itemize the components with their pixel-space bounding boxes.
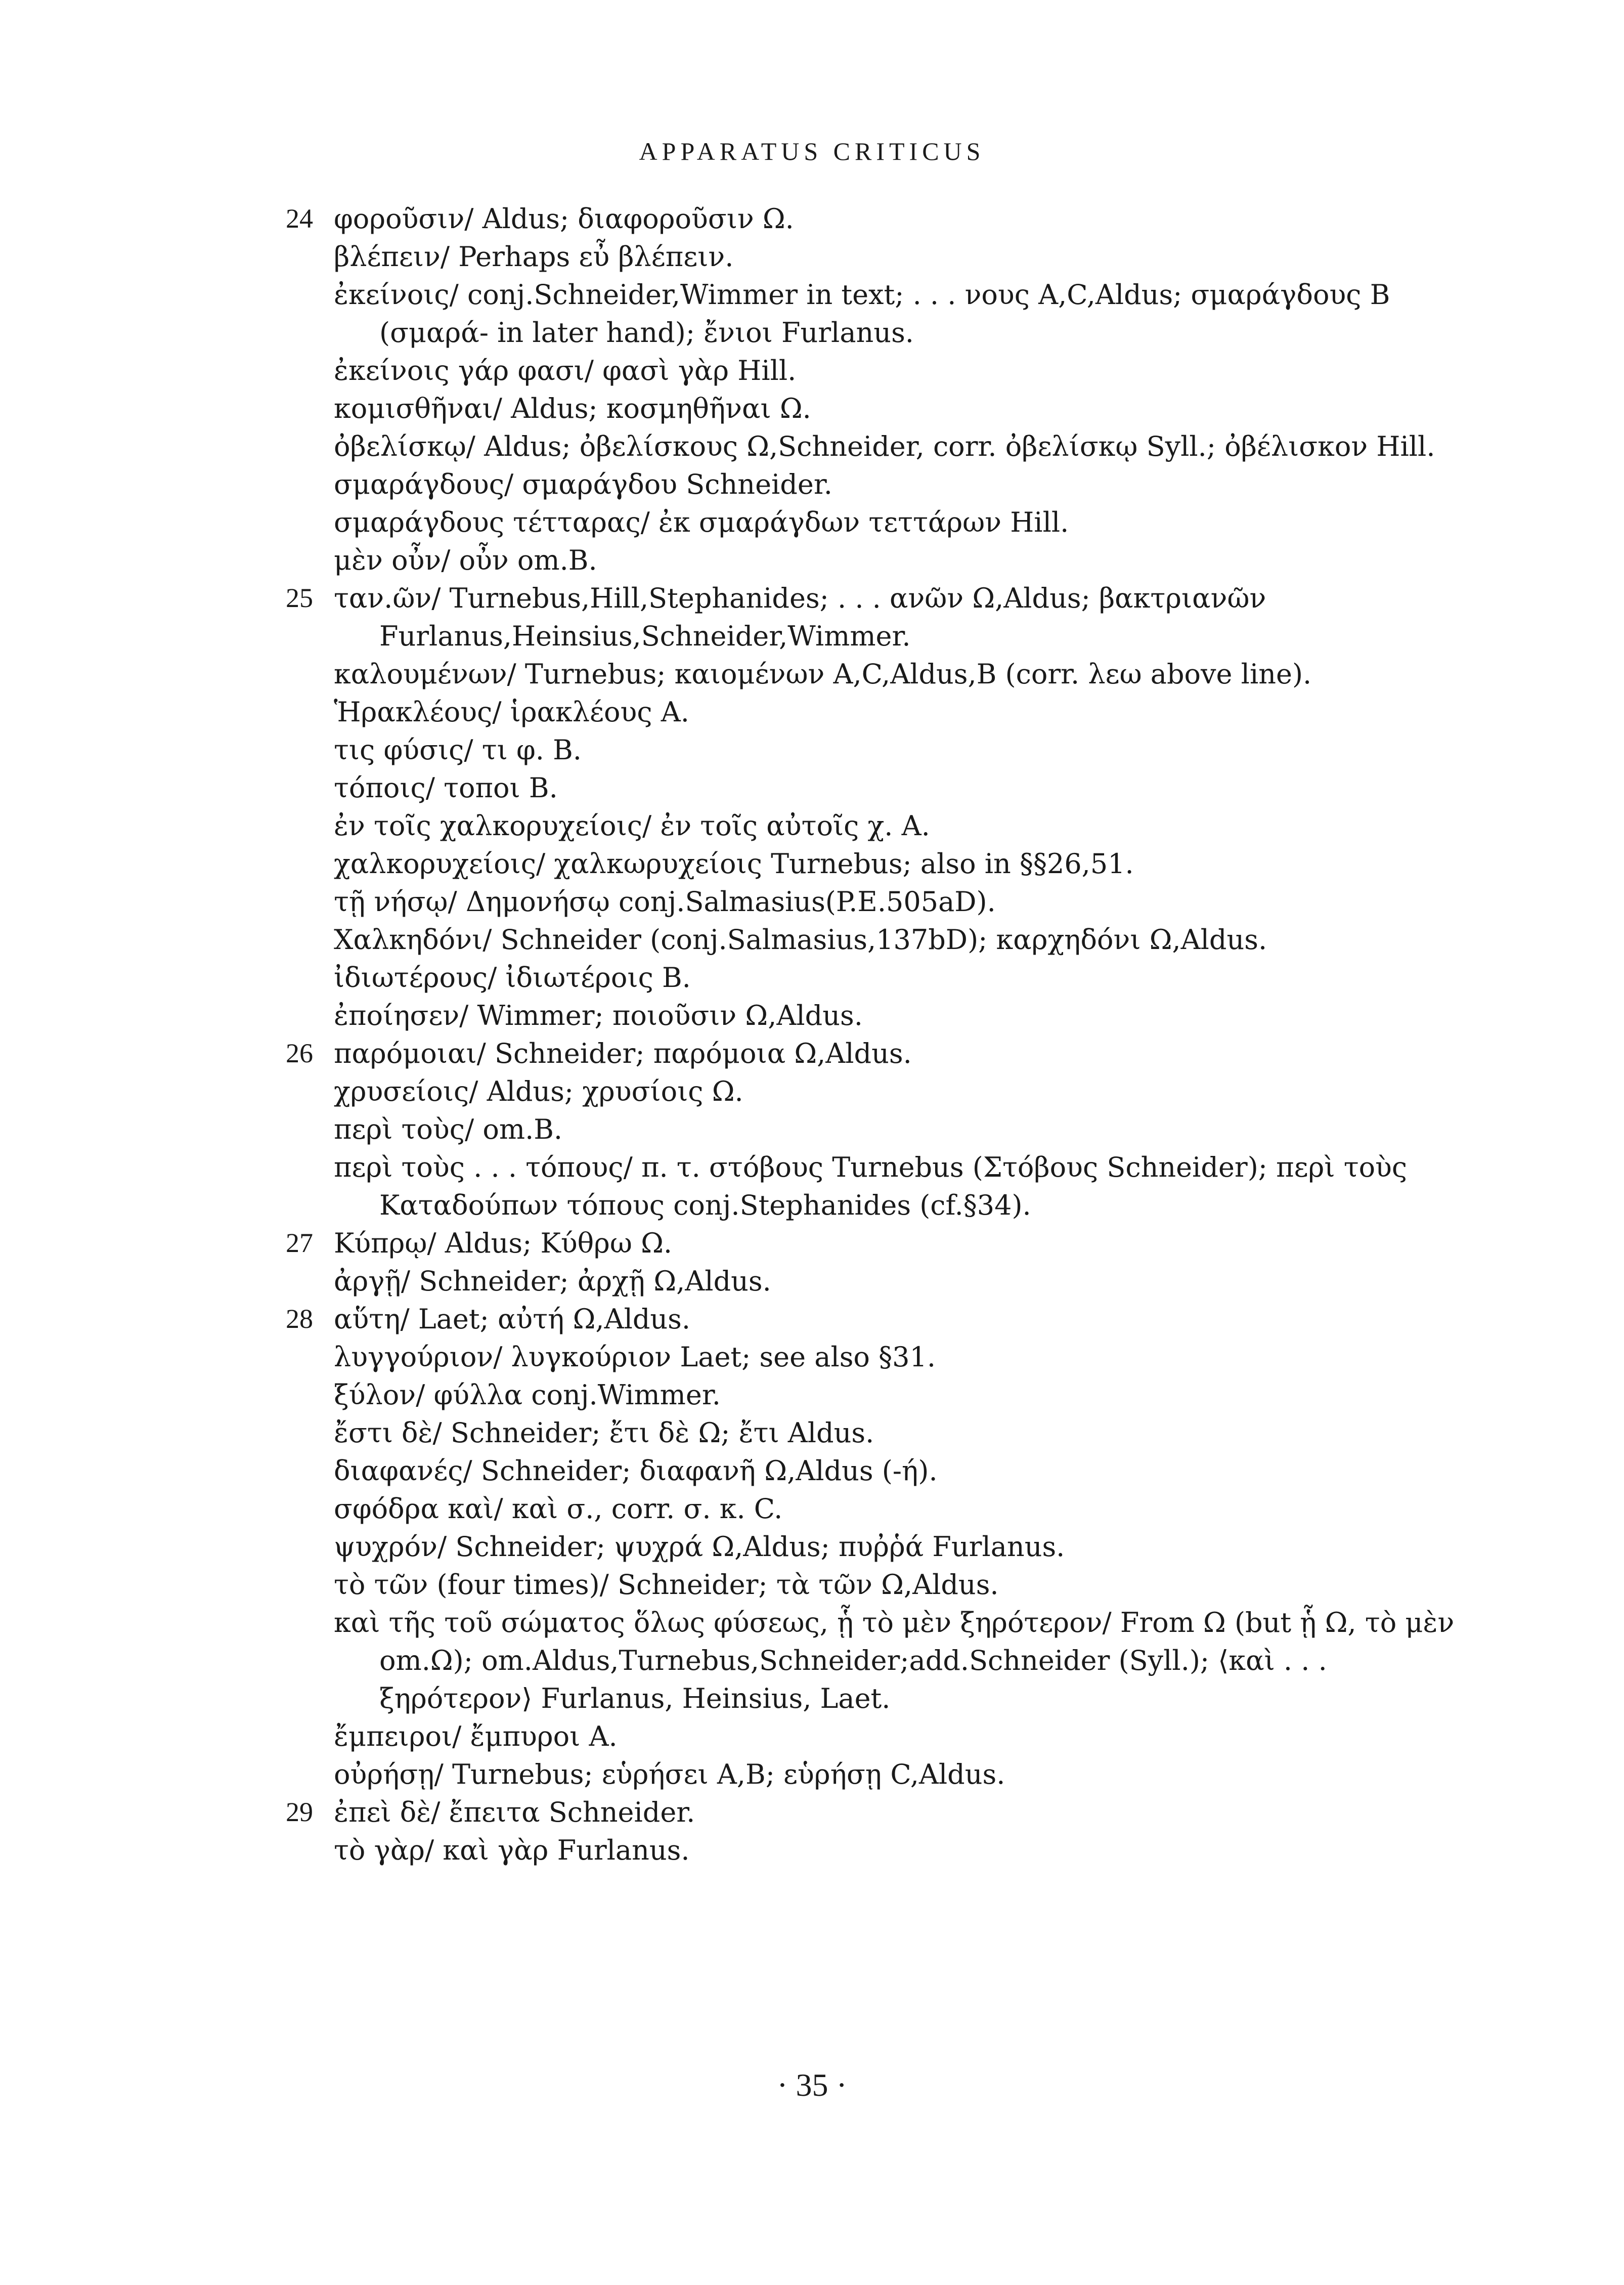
apparatus-entry <box>0 959 1624 997</box>
apparatus-entry <box>0 769 1624 807</box>
running-header: APPARATUS CRITICUS <box>639 137 985 165</box>
section-number: 25 <box>286 583 313 613</box>
entry-text: οὐρήσῃ/ Turnebus; εὑρήσει A,B; εὑρήσῃ C,Aldus. <box>334 1758 1005 1790</box>
entry-text: ἐποίησεν/ Wimmer; ποιοῦσιν Ω,Aldus. <box>334 1000 863 1031</box>
entry-text: ἀργῇ/ Schneider; ἀρχῇ Ω,Aldus. <box>334 1265 771 1297</box>
section-number: 27 <box>286 1228 313 1258</box>
entry-text: ἔστι δὲ/ Schneider; ἔτι δὲ Ω; ἔτι Aldus. <box>334 1417 874 1449</box>
entry-text: τὸ τῶν (four times)/ Schneider; τὰ τῶν Ω,Aldus. <box>334 1569 999 1601</box>
entry-text: τις φύσις/ τι φ. B. <box>334 734 582 766</box>
apparatus-entry <box>0 1376 1624 1414</box>
apparatus-entry <box>0 655 1624 693</box>
apparatus-entry <box>0 1338 1624 1376</box>
apparatus-entry <box>0 1717 1624 1755</box>
apparatus-entry <box>0 1262 1624 1300</box>
entry-text: ἐκείνοις/ conj.Schneider,Wimmer in text; . . . νους A,C,Aldus; σμαράγδους B (σμαρά- in later hand); ἔνιοι Furlanus. <box>334 279 1390 349</box>
entry-text: καλουμένων/ Turnebus; καιομένων A,C,Aldus,B (corr. λεω above line). <box>334 658 1312 690</box>
section-number: 24 <box>286 203 313 234</box>
apparatus-entries <box>0 200 1624 1869</box>
entry-text: περὶ τοὺς . . . τόπους/ π. τ. στόβους Turnebus (Στόβους Schneider); περὶ τοὺς Καταδούπων τόπους conj.Stephanides (cf.§34). <box>334 1151 1408 1221</box>
entry-text: διαφανές/ Schneider; διαφανῆ Ω,Aldus (-ή). <box>334 1455 938 1487</box>
entry-text: σφόδρα καὶ/ καὶ σ., corr. σ. κ. C. <box>334 1493 783 1525</box>
entry-text: τῇ νήσῳ/ Δημονήσῳ conj.Salmasius(P.E.505aD). <box>334 886 996 918</box>
entry-text: φοροῦσιν/ Aldus; διαφοροῦσιν Ω. <box>334 203 794 235</box>
entry-text: αὕτη/ Laet; αὐτή Ω,Aldus. <box>334 1303 691 1335</box>
apparatus-entry <box>0 807 1624 845</box>
entry-text: ἐν τοῖς χαλκορυχείοις/ ἐν τοῖς αὐτοῖς χ. A. <box>334 810 930 842</box>
entry-text: Ἡρακλέους/ ἱρακλέους A. <box>334 696 689 728</box>
section-number: 29 <box>286 1797 313 1827</box>
entry-text: μὲν οὖν/ οὖν om.B. <box>334 544 597 576</box>
entry-text: χρυσείοις/ Aldus; χρυσίοις Ω. <box>334 1075 743 1107</box>
apparatus-entry <box>0 1072 1624 1110</box>
entry-text: ἰδιωτέρους/ ἰδιωτέροις B. <box>334 962 691 994</box>
entry-text: κομισθῆναι/ Aldus; κοσμηθῆναι Ω. <box>334 393 811 424</box>
apparatus-entry <box>0 1224 1624 1262</box>
entry-text: ἐκείνοις γάρ φασι/ φασὶ γὰρ Hill. <box>334 355 797 386</box>
entry-text: χαλκορυχείοις/ χαλκωρυχείοις Turnebus; also in §§26,51. <box>334 848 1134 880</box>
entry-text: τόποις/ τοποι B. <box>334 772 558 804</box>
apparatus-entry <box>0 238 1624 276</box>
entry-text: Χαλκηδόνι/ Schneider (conj.Salmasius,137bD); καρχηδόνι Ω,Aldus. <box>334 924 1267 956</box>
apparatus-entry <box>0 200 1624 238</box>
entry-text: σμαράγδους τέτταρας/ ἐκ σμαράγδων τεττάρων Hill. <box>334 506 1069 538</box>
apparatus-entry <box>0 1566 1624 1604</box>
entry-text: ἔμπειροι/ ἔμπυροι A. <box>334 1720 618 1752</box>
apparatus-entry <box>0 997 1624 1034</box>
apparatus-entry <box>0 883 1624 921</box>
entry-text: σμαράγδους/ σμαράγδου Schneider. <box>334 468 832 500</box>
apparatus-entry <box>0 1034 1624 1072</box>
apparatus-entry <box>0 845 1624 883</box>
entry-text: καὶ τῆς τοῦ σώματος ὅλως φύσεως, ᾗ τὸ μὲν ξηρότερον/ From Ω (but ᾗ Ω, τὸ μὲν om.Ω); om.Aldus,Turnebus,Schneider;add.Schneider (Syll.); ⟨καὶ . . . ξηρότερον⟩ Furlanus, Heinsius, Laet. <box>334 1607 1455 1714</box>
apparatus-entry <box>0 1755 1624 1793</box>
apparatus-entry <box>0 1528 1624 1566</box>
entry-text: ξύλον/ φύλλα conj.Wimmer. <box>334 1379 721 1411</box>
apparatus-entry <box>0 693 1624 731</box>
apparatus-entry <box>0 579 1624 655</box>
entry-text: λυγγούριον/ λυγκούριον Laet; see also §31. <box>334 1341 936 1373</box>
apparatus-entry <box>0 1793 1624 1831</box>
apparatus-entry <box>0 1604 1624 1717</box>
apparatus-entry <box>0 276 1624 352</box>
apparatus-entry <box>0 1110 1624 1148</box>
apparatus-entry <box>0 1452 1624 1490</box>
entry-text: ἐπεὶ δὲ/ ἔπειτα Schneider. <box>334 1796 695 1828</box>
entry-text: Κύπρῳ/ Aldus; Κύθρω Ω. <box>334 1227 673 1259</box>
entry-text: παρόμοιαι/ Schneider; παρόμοια Ω,Aldus. <box>334 1038 912 1069</box>
entry-text: τὸ γὰρ/ καὶ γὰρ Furlanus. <box>334 1834 690 1866</box>
apparatus-entry <box>0 427 1624 465</box>
apparatus-entry <box>0 1831 1624 1869</box>
apparatus-entry <box>0 921 1624 959</box>
apparatus-entry <box>0 731 1624 769</box>
apparatus-entry <box>0 352 1624 390</box>
section-number: 28 <box>286 1304 313 1334</box>
apparatus-entry <box>0 465 1624 503</box>
apparatus-entry <box>0 1300 1624 1338</box>
page-number: · 35 · <box>777 2067 847 2103</box>
apparatus-entry <box>0 1148 1624 1224</box>
entry-text: ὀβελίσκῳ/ Aldus; ὀβελίσκους Ω,Schneider, corr. ὀβελίσκῳ Syll.; ὀβέλισκον Hill. <box>334 430 1435 462</box>
entry-text: βλέπειν/ Perhaps εὖ βλέπειν. <box>334 241 734 273</box>
entry-text: περὶ τοὺς/ om.B. <box>334 1113 563 1145</box>
apparatus-entry <box>0 1490 1624 1528</box>
section-number: 26 <box>286 1038 313 1068</box>
entry-text: ταν.ῶν/ Turnebus,Hill,Stephanides; . . . ανῶν Ω,Aldus; βακτριανῶν Furlanus,Heinsius,Schneider,Wimmer. <box>334 582 1266 652</box>
entry-text: ψυχρόν/ Schneider; ψυχρά Ω,Aldus; πυῤῥά Furlanus. <box>334 1531 1065 1563</box>
apparatus-entry <box>0 503 1624 541</box>
apparatus-entry <box>0 390 1624 427</box>
apparatus-entry <box>0 541 1624 579</box>
apparatus-entry <box>0 1414 1624 1452</box>
